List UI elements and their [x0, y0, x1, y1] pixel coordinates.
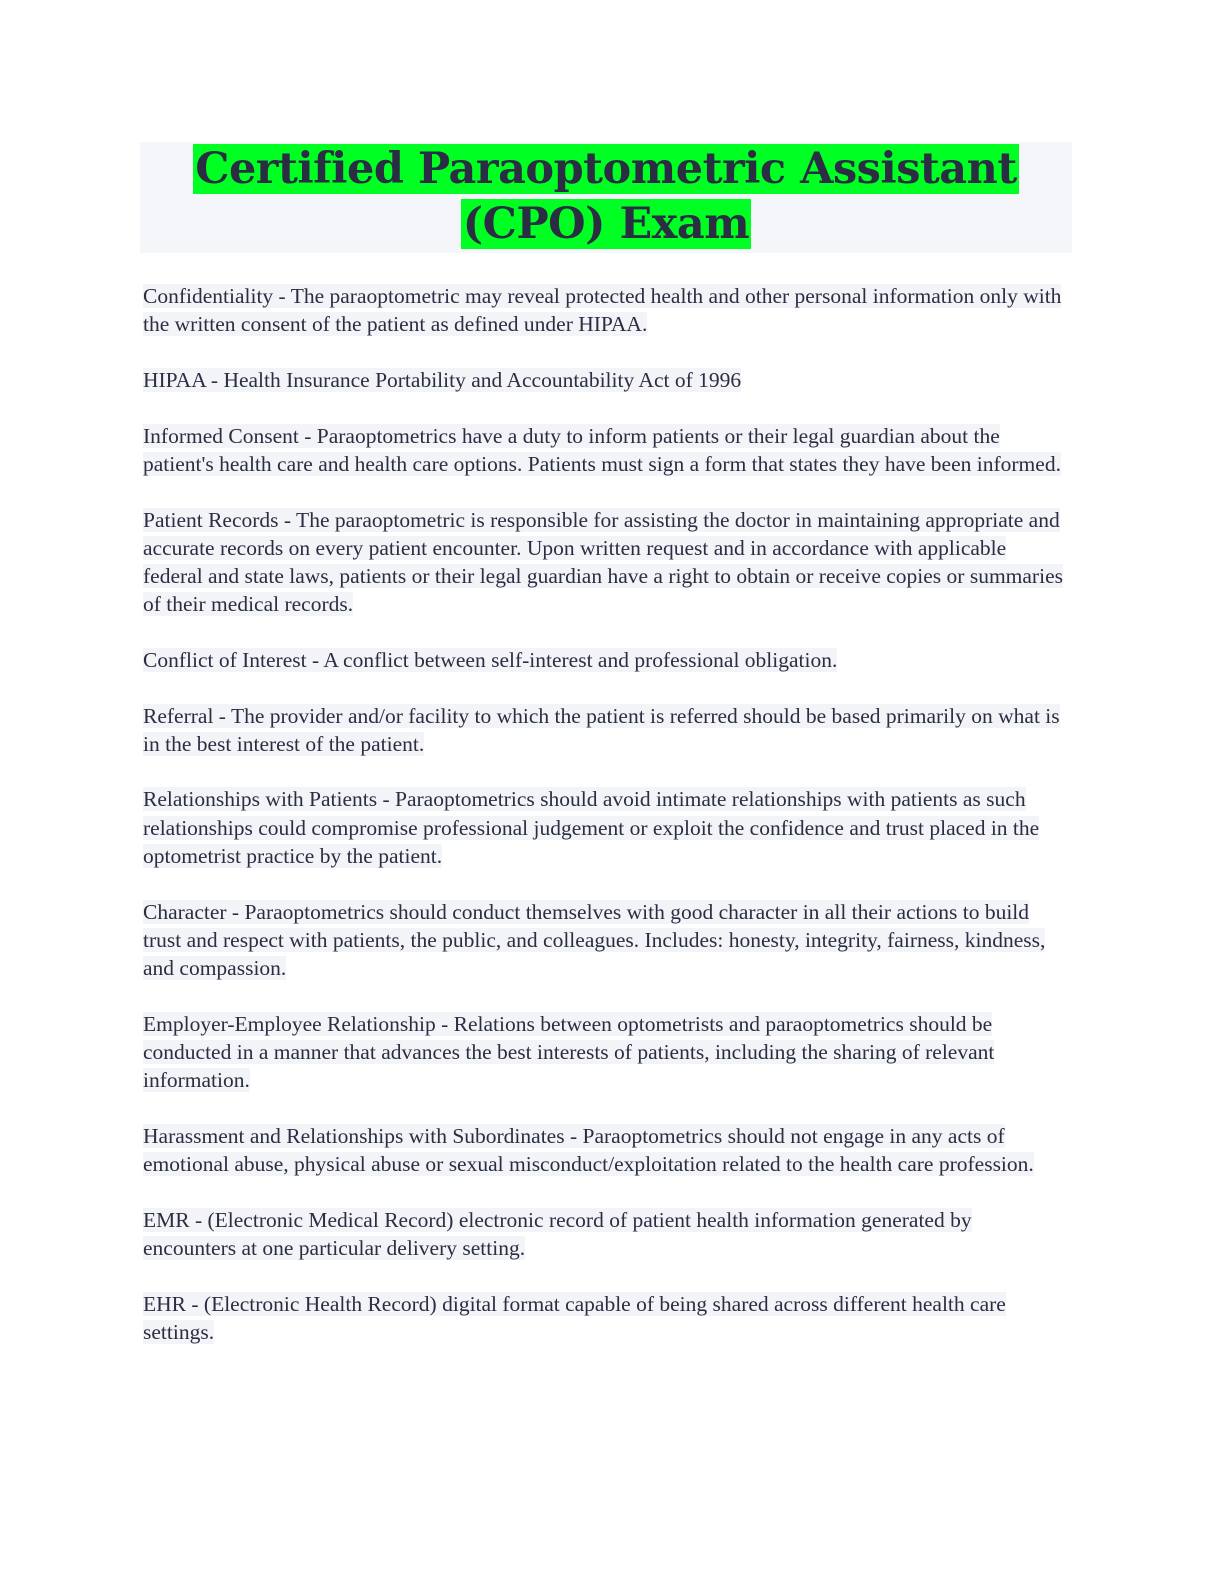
term-entry	[143, 282, 1068, 338]
term-entry	[143, 646, 1068, 674]
term-entry	[143, 422, 1068, 478]
title-highlight: Certified Paraoptometric Assistant (CPO) Exam	[195, 144, 1017, 249]
term-entry	[143, 785, 1068, 870]
term-text: Conflict of Interest - A conflict between self-interest and professional obligation.	[143, 647, 838, 672]
term-list	[143, 282, 1068, 1373]
term-text: Employer-Employee Relationship - Relations between optometrists and paraoptometrics should be conducted in a manner that advances the best interests of patients, including the sharing of relevant information.	[143, 1011, 995, 1093]
term-text: HIPAA - Health Insurance Portability and Accountability Act of 1996	[143, 367, 742, 392]
term-text: Confidentiality - The paraoptometric may reveal protected health and other personal information only with the written consent of the patient as defined under HIPAA.	[143, 284, 1062, 337]
term-entry	[143, 702, 1068, 758]
term-text: Referral - The provider and/or facility to which the patient is referred should be based primarily on what is in the best interest of the patient.	[143, 703, 1060, 756]
term-entry	[143, 1122, 1068, 1178]
term-entry	[143, 1290, 1068, 1346]
term-text: Patient Records - The paraoptometric is responsible for assisting the doctor in maintaining appropriate and accurate records on every patient encounter. Upon written request and in accordance with applicable federal and state laws, patients or their legal guardian have a right to obtain or receive copies or summaries of their medical records.	[143, 507, 1063, 617]
term-text: Relationships with Patients - Paraoptometrics should avoid intimate relationships with patients as such relationships could compromise professional judgement or exploit the confidence and trust placed in the optometrist practice by the patient.	[143, 787, 1040, 868]
term-text: EMR - (Electronic Medical Record) electronic record of patient health information generated by encounters at one particular delivery setting.	[143, 1207, 972, 1260]
term-entry	[143, 1206, 1068, 1262]
term-text: Character - Paraoptometrics should conduct themselves with good character in all their actions to build trust and respect with patients, the public, and colleagues. Includes: honesty, integrity, fairness, kindness, and compassion.	[143, 899, 1046, 980]
title-block	[140, 142, 1072, 253]
term-text: Harassment and Relationships with Subordinates - Paraoptometrics should not engage in any acts of emotional abuse, physical abuse or sexual misconduct/exploitation related to the health care profession.	[143, 1123, 1034, 1176]
term-text: Informed Consent - Paraoptometrics have a duty to inform patients or their legal guardian about the patient's health care and health care options. Patients must sign a form that states they have been informed.	[143, 423, 1061, 476]
term-entry	[143, 898, 1068, 983]
term-text: EHR - (Electronic Health Record) digital format capable of being shared across different health care settings.	[143, 1291, 1006, 1344]
term-entry	[143, 366, 1068, 394]
term-entry	[143, 506, 1068, 619]
term-entry	[143, 1010, 1068, 1095]
page-title	[140, 142, 1072, 252]
